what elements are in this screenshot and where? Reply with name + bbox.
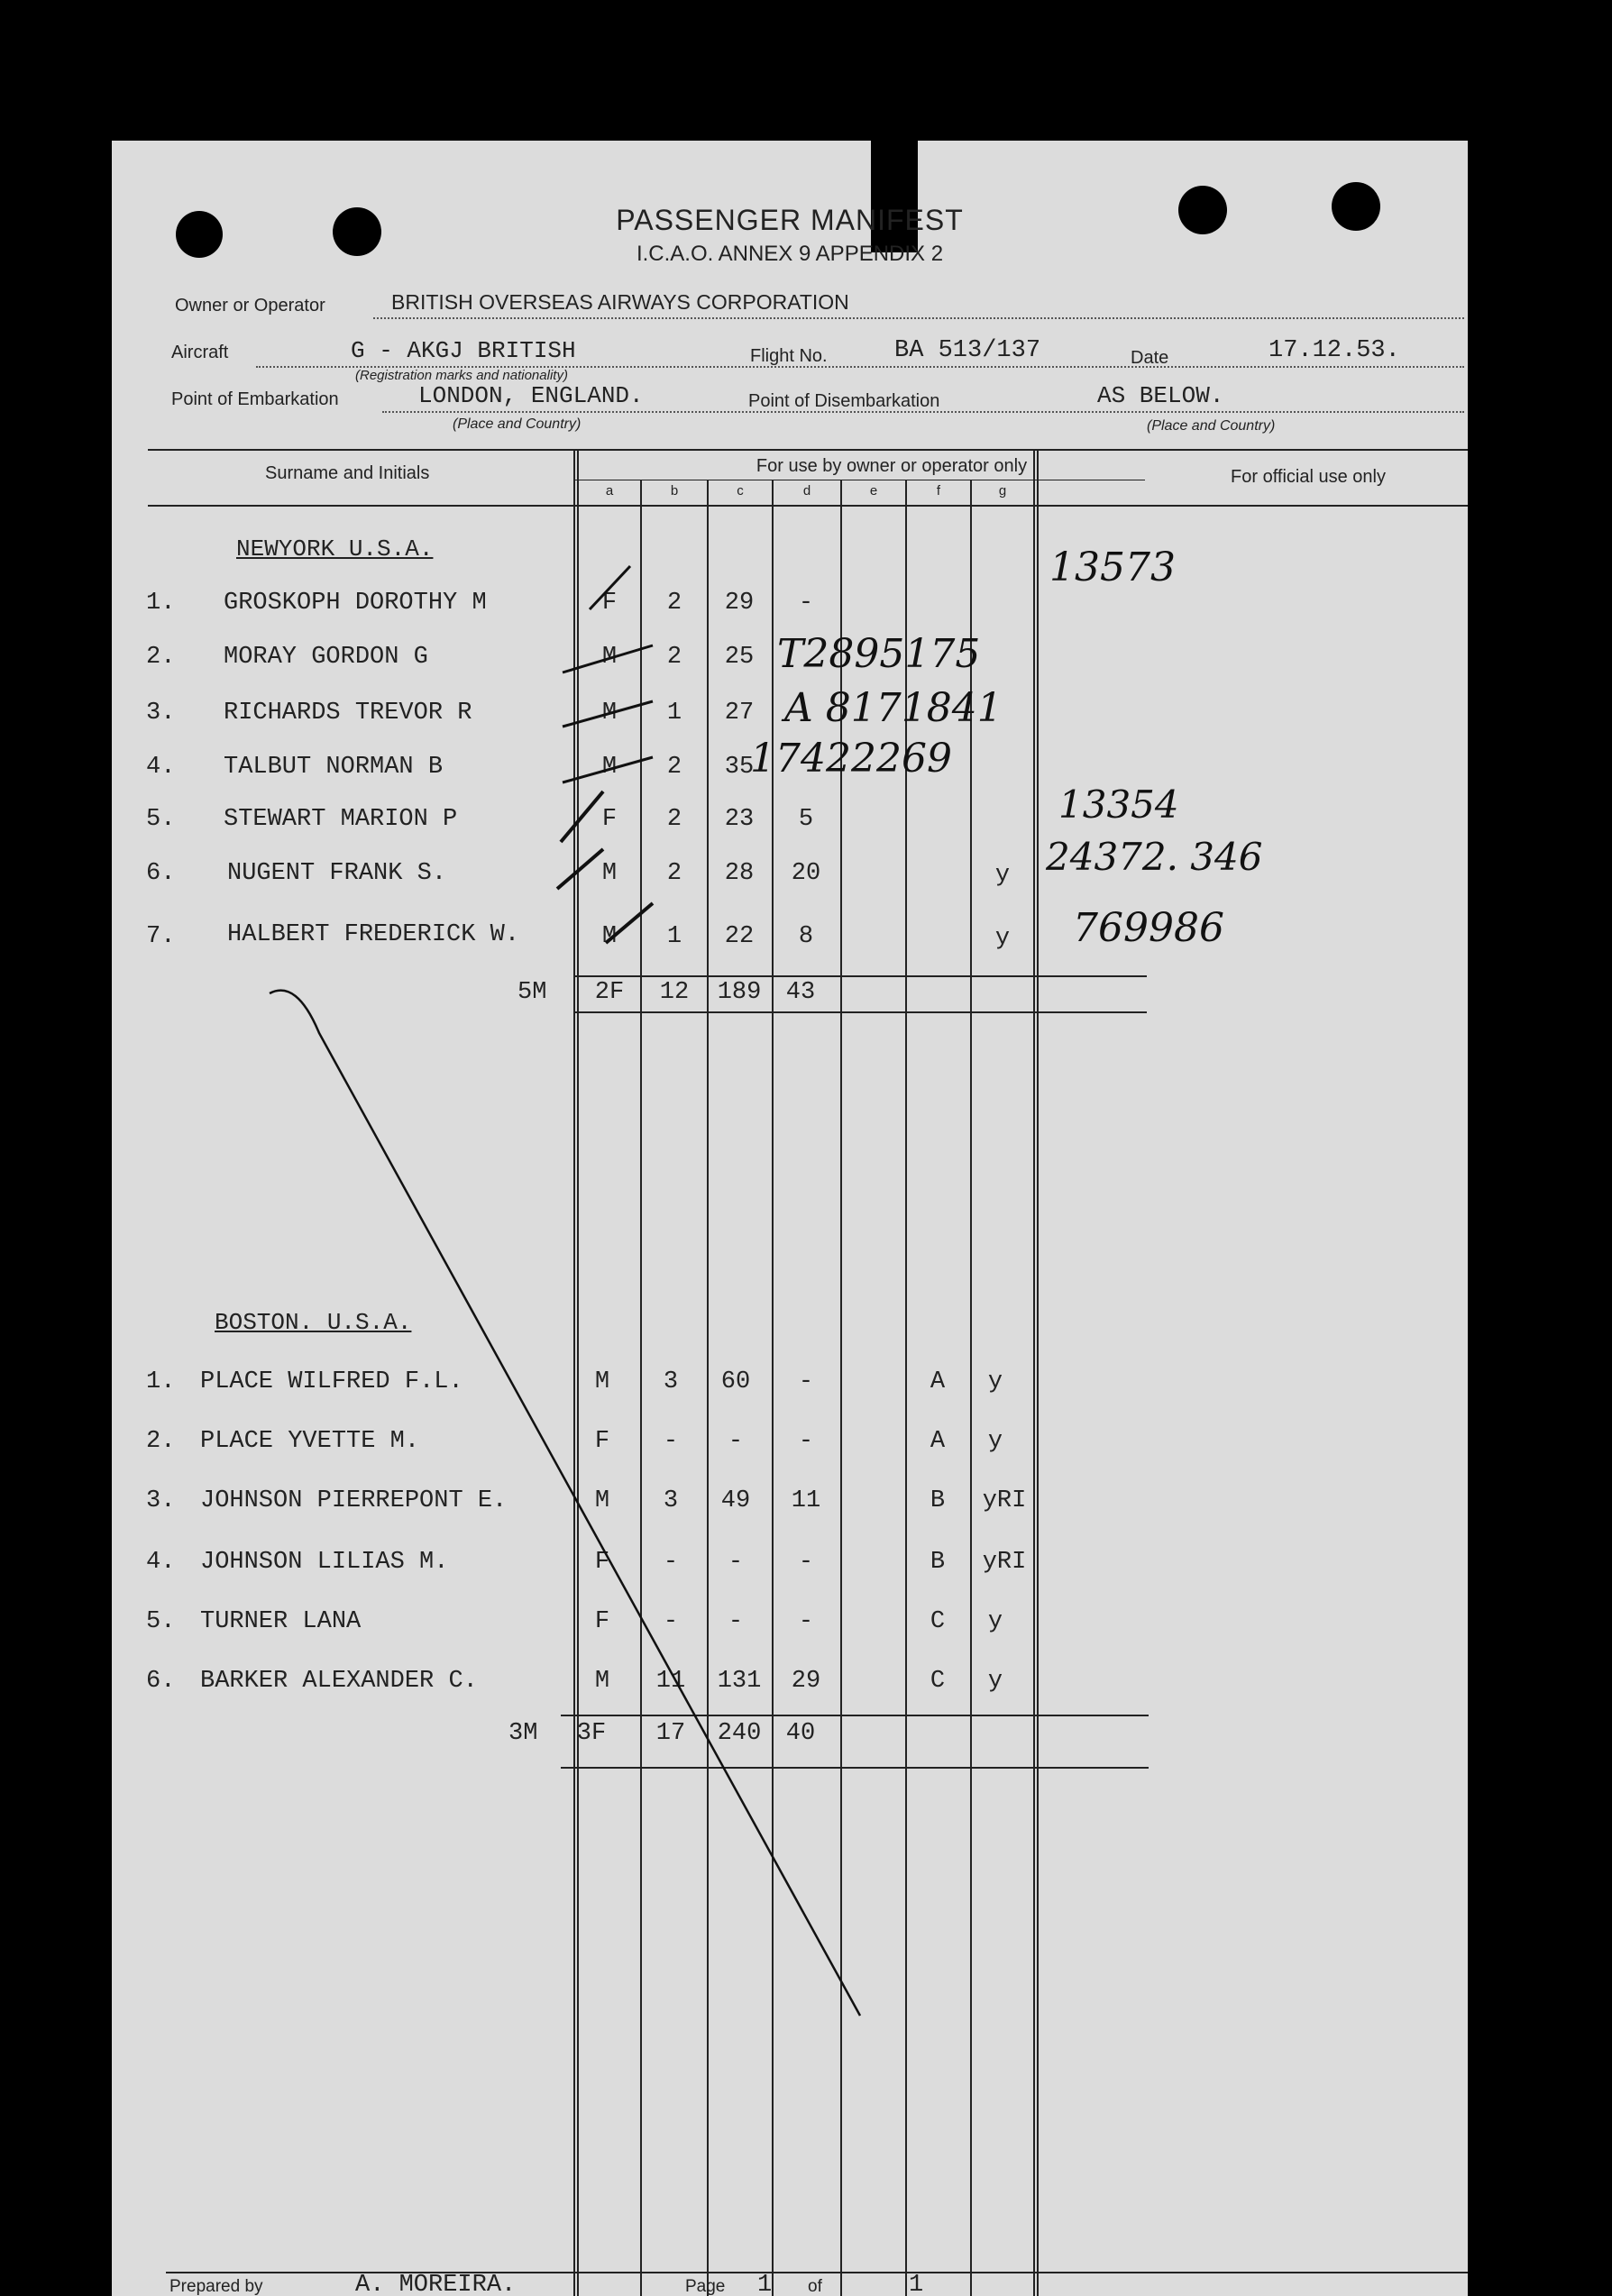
row-number: 3. [146, 1487, 176, 1514]
col-letter-f: f [936, 483, 941, 499]
col-letter-e: e [869, 483, 878, 499]
passenger-name: STEWART MARION P [224, 806, 458, 833]
col-c-value: 28 [724, 860, 755, 887]
col-a-value: M [594, 1368, 610, 1395]
total-male: 5M [517, 979, 547, 1006]
col-c-value: 27 [724, 700, 755, 727]
col-g-value: y [994, 925, 1011, 952]
col-g-value: y [987, 1608, 1003, 1635]
official-handwritten: 13573 [1049, 544, 1176, 590]
col-b-value: 2 [666, 860, 682, 887]
col-d-value: - [798, 1549, 814, 1576]
col-b-value: 3 [663, 1487, 679, 1514]
passenger-name: TALBUT NORMAN B [224, 754, 444, 781]
col-letter-b: b [670, 483, 679, 499]
total-col-c: 240 [717, 1720, 762, 1747]
tick-mark [561, 791, 603, 842]
passenger-name: NUGENT FRANK S. [227, 860, 447, 887]
col-g-value: y [987, 1428, 1003, 1455]
disembarkation-label: Point of Disembarkation [748, 391, 940, 411]
total-col-b: 17 [655, 1720, 686, 1747]
section-heading-newyork: NEWYORK U.S.A. [236, 535, 434, 563]
col-a-value: F [594, 1428, 610, 1455]
col-g-value: y [987, 1368, 1003, 1395]
strike-mark [563, 757, 653, 782]
row-number: 6. [146, 860, 176, 887]
col-a-value: M [601, 923, 618, 950]
col-g-value: y [987, 1668, 1003, 1695]
col-d-value: 8 [798, 923, 814, 950]
col-d-value: - [798, 1368, 814, 1395]
date-label: Date [1131, 348, 1169, 368]
official-handwritten: A 8171841 [784, 685, 1003, 731]
col-c-value: 29 [724, 590, 755, 617]
passenger-name: JOHNSON PIERREPONT E. [200, 1487, 508, 1514]
col-c-value: - [728, 1428, 744, 1455]
passenger-name: BARKER ALEXANDER C. [200, 1668, 478, 1695]
col-a-value: M [601, 700, 618, 727]
row-number: 1. [146, 1368, 176, 1395]
official-handwritten: T2895175 [777, 631, 981, 677]
col-letter-g: g [998, 483, 1007, 499]
strike-mark [563, 645, 653, 672]
total-col-a: 3F [576, 1720, 607, 1747]
col-f-value: A [930, 1428, 946, 1455]
total-col-d: 43 [785, 979, 816, 1006]
owner-value: BRITISH OVERSEAS AIRWAYS CORPORATION [391, 290, 849, 314]
col-d-value: 20 [791, 860, 821, 887]
row-number: 5. [146, 1608, 176, 1635]
col-b-value: 1 [666, 700, 682, 727]
passenger-name: RICHARDS TREVOR R [224, 700, 472, 727]
row-number: 3. [146, 700, 176, 727]
col-b-value: - [663, 1549, 679, 1576]
col-a-value: F [594, 1549, 610, 1576]
col-a-value: F [601, 590, 618, 617]
col-letter-c: c [737, 483, 744, 499]
col-d-value: 29 [791, 1668, 821, 1695]
prepared-by-label: Prepared by [169, 2277, 263, 2296]
passenger-name: MORAY GORDON G [224, 644, 428, 671]
row-number: 2. [146, 644, 176, 671]
total-col-b: 12 [659, 979, 690, 1006]
col-d-value: 11 [791, 1487, 821, 1514]
row-number: 5. [146, 806, 176, 833]
col-surname-header: Surname and Initials [265, 463, 430, 483]
passenger-name: JOHNSON LILIAS M. [200, 1549, 449, 1576]
col-d-value: - [798, 1608, 814, 1635]
col-c-value: - [728, 1608, 744, 1635]
row-number: 4. [146, 1549, 176, 1576]
total-col-c: 189 [717, 979, 762, 1006]
strike-mark [563, 701, 653, 727]
tick-mark [606, 903, 653, 943]
col-a-value: F [594, 1608, 610, 1635]
col-d-value: - [798, 590, 814, 617]
aircraft-note: (Registration marks and nationality) [355, 368, 568, 383]
col-b-value: - [663, 1608, 679, 1635]
col-b-value: 2 [666, 644, 682, 671]
manifest-sheet [112, 141, 1468, 2296]
manifest-title: PASSENGER MANIFEST [616, 204, 964, 236]
row-number: 1. [146, 590, 176, 617]
col-d-value: 5 [798, 806, 814, 833]
col-b-value: 2 [666, 806, 682, 833]
col-letter-d: d [802, 483, 811, 499]
col-c-value: - [728, 1549, 744, 1576]
passenger-name: PLACE WILFRED F.L. [200, 1368, 463, 1395]
manifest-subtitle: I.C.A.O. ANNEX 9 APPENDIX 2 [636, 242, 944, 266]
tick-mark [590, 566, 630, 609]
col-c-value: 35 [724, 754, 755, 781]
col-a-value: M [601, 754, 618, 781]
official-handwritten: 13354 [1058, 782, 1179, 827]
col-f-value: C [930, 1668, 946, 1695]
disembarkation-note: (Place and Country) [1147, 418, 1276, 434]
col-b-value: - [663, 1428, 679, 1455]
passenger-name: GROSKOPH DOROTHY M [224, 590, 487, 617]
col-a-value: M [601, 860, 618, 887]
col-c-value: 25 [724, 644, 755, 671]
total-male: 3M [508, 1720, 538, 1747]
passenger-name: TURNER LANA [200, 1608, 362, 1635]
col-g-value: yRI [982, 1487, 1027, 1514]
col-b-value: 1 [666, 923, 682, 950]
col-a-value: M [601, 644, 618, 671]
col-d-value: - [798, 1428, 814, 1455]
col-a-value: M [594, 1487, 610, 1514]
embarkation-note: (Place and Country) [453, 416, 582, 432]
date-value: 17.12.53. [1269, 337, 1400, 364]
col-b-value: 2 [666, 590, 682, 617]
passenger-name: PLACE YVETTE M. [200, 1428, 420, 1455]
col-f-value: B [930, 1487, 946, 1514]
embarkation-value: LONDON, ENGLAND. [418, 382, 644, 409]
col-b-value: 3 [663, 1368, 679, 1395]
col-f-value: A [930, 1368, 946, 1395]
col-letter-a: a [605, 483, 614, 499]
flight-value: BA 513/137 [894, 337, 1041, 364]
official-handwritten: 769986 [1073, 905, 1224, 951]
prepared-by-value: A. MOREIRA. [355, 2272, 517, 2296]
disembarkation-value: AS BELOW. [1097, 382, 1224, 409]
col-c-value: 131 [717, 1668, 762, 1695]
col-c-value: 49 [720, 1487, 751, 1514]
section-heading-boston: BOSTON. U.S.A. [215, 1309, 412, 1336]
page-number: 1 [757, 2272, 773, 2296]
col-a-value: M [594, 1668, 610, 1695]
page-total: 1 [909, 2272, 924, 2296]
diagonal-cancel-stroke [270, 991, 860, 2016]
aircraft-label: Aircraft [171, 343, 229, 362]
col-f-value: B [930, 1549, 946, 1576]
total-col-a: 2F [594, 979, 625, 1006]
pen-marks [112, 141, 1468, 2296]
row-number: 7. [146, 923, 176, 950]
aircraft-value: G - AKGJ BRITISH [351, 337, 576, 364]
col-b-value: 2 [666, 754, 682, 781]
col-c-value: 22 [724, 923, 755, 950]
col-official-use-header: For official use only [1231, 467, 1386, 487]
col-c-value: 23 [724, 806, 755, 833]
col-c-value: 60 [720, 1368, 751, 1395]
embarkation-label: Point of Embarkation [171, 389, 339, 409]
page-of-label: of [808, 2277, 822, 2296]
owner-label: Owner or Operator [175, 296, 325, 316]
col-owner-use-header: For use by owner or operator only [756, 456, 1028, 476]
tick-mark [557, 849, 603, 889]
page-label: Page [685, 2277, 726, 2296]
col-g-value: y [994, 862, 1011, 889]
row-number: 4. [146, 754, 176, 781]
flight-label: Flight No. [750, 346, 828, 366]
passenger-name: HALBERT FREDERICK W. [227, 921, 520, 948]
col-a-value: F [601, 806, 618, 833]
total-col-d: 40 [785, 1720, 816, 1747]
col-b-value: 11 [655, 1668, 686, 1695]
row-number: 2. [146, 1428, 176, 1455]
col-g-value: yRI [982, 1549, 1027, 1576]
official-handwritten: 17422269 [750, 736, 952, 782]
col-f-value: C [930, 1608, 946, 1635]
official-handwritten: 24372. 346 [1046, 835, 1263, 879]
row-number: 6. [146, 1668, 176, 1695]
